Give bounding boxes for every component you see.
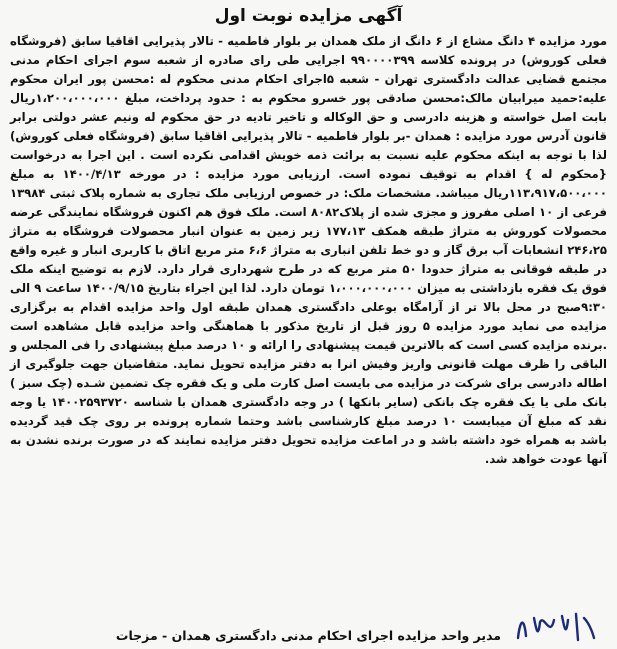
notice-title: آگهی مزایده نوبت اول (214, 6, 403, 26)
notice-body (10, 32, 607, 469)
handwritten-signature-icon (510, 608, 600, 648)
notice-footer: مدیر واحد مزایده اجرای احکام مدنی دادگستری همدان - مزجات (115, 628, 502, 643)
notice-paragraph: مورد مزایده ۴ دانگ مشاع از ۶ دانگ از ملک همدان بر بلوار فاطمیه - تالار پذیرایی اقاقیا سابق (فروشگاه فعلی کوروش) در پرونده کلاسه ۹۹۰۰۰۰۳۹۹ اجرایی طی رای صادره از شعبه سوم اجرای احکام مدنی مجتمع قضایی عدالت دادگستری تهران - شعبه ۵اجرای احکام مدنی محکوم له :محسن پور ایران محکوم علیه:حمید میرابیان مالک:محسن صادقی پور خسرو محکوم به : حدود پرداخت، مبلغ ۱،۲۰۰،۰۰۰،۰۰۰ریال بابت اصل خواسته و هزینه دادرسی و حق الوکاله و تاخیر تادیه در حق محکوم له ونیم عشر دولتی برابر قانون آدرس مورد مزایده : همدان -بر بلوار فاطمیه - تالار پذیرایی اقاقیا سابق (فروشگاه فعلی کوروش) لذا با توجه به اینکه محکوم علیه نسبت به برائت ذمه خویش اقدامی نکرده است . این اجرا به درخواست {محکوم له } اقدام به توقیف نموده است. ارزیابی مورد مزایده : در مورخه ۱۴۰۰/۴/۱۳ به مبلغ ۱۱۳،۹۱۷،۵۰۰،۰۰۰ریال میباشد. مشخصات ملک: در خصوص ارزیابی ملک تجاری به شماره پلاک ثبتی ۱۳۹۸۴ فرعی از ۱۰ اصلی مفروز و مجزی شده از پلاک۸۰۸۲ است. ملک فوق هم اکنون فروشگاه نمایندگی عرضه محصولات کوروش به متراژ طبقه همکف ۱۷۷،۱۳ زیر زمین به عنوان انبار محصولات فروشگاه به متراژ ۲۴۶،۲۵ انشعابات آب برق گاز و دو خط تلفن انباری به متراژ ۶،۶ متر مربع اتاق با کاربری انبار و غیره واقع در طبقه فوقانی به متراژ حدودا ۵۰ متر مربع که در طرح شهرداری قرار دارد. لازم به توضیح اینکه ملک فوق یک فقره بازداشتی به میزان ۱،۰۰۰،۰۰۰،۰۰۰ تومان دارد. لذا این اجراء بتاریخ ۱۴۰۰/۹/۱۵ ساعت ۹ الی ۹:۳۰صبح در محل بالا تر از آرامگاه بوعلی دادگستری همدان طبقه اول واحد مزایده اقدام به برگزاری مزایده می نماید مورد مزایده ۵ روز قبل از تاریخ مذکور با هماهنگی واحد مزایده قابل مشاهده است .برنده مزایده کسی است که بالاترین قیمت پیشنهادی را ارائه و ۱۰ درصد مبلغ پیشنهادی را فی المجلس و الباقی را ظرف مهلت قانونی واریز وفیش انرا به دفتر مزایده تحویل نماید. متقاضیان جهت جلوگیری از اطاله دادرسی برای شرکت در مزایده می بایست اصل کارت ملی و یک فقره چک تضمین شـده (چک سبز ) بانک ملی یا یک فقره چک بانکی (سایر بانکها ) در وجه دادگستری همدان با شناسه ۱۴۰۰۲۵۹۳۷۲۰ یا وجه نقد که مبلغ آن میبایست ۱۰ درصد مبلغ کارشناسی باشد وحتما شماره پرونده بر روی چک قید گردیده باشد به همراه خود داشته باشد و در اماعت مزایده تحویل دفتر مزایده نمایند که در صورت برنده نشدن به آنها عودت خواهد شد. (10, 34, 608, 466)
